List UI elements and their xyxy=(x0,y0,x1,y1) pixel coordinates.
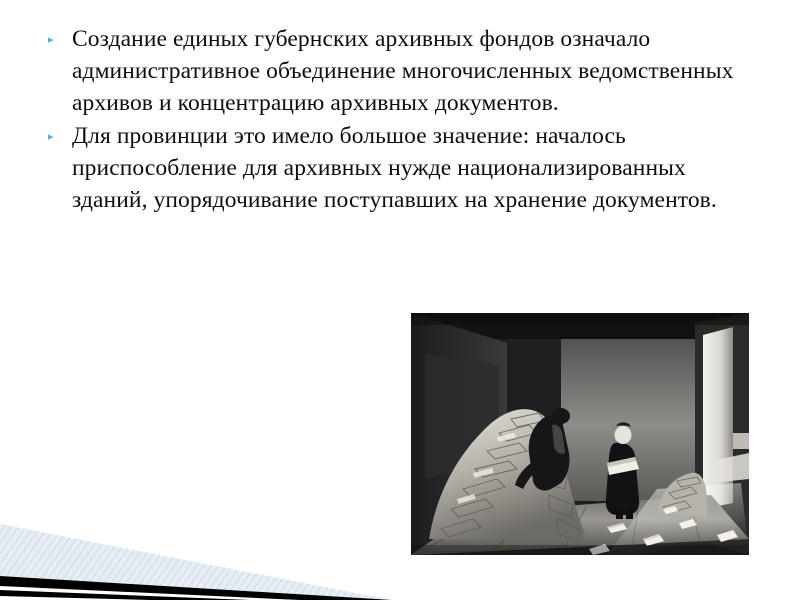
bullet-marker-icon: ▸ xyxy=(48,131,54,144)
bullet-item xyxy=(48,121,762,216)
bullet-text: Создание единых губернских архивных фондов означало административное объединение многочисленных ведомственных архивов и концентрацию архивных документов. xyxy=(72,26,734,116)
bullet-item xyxy=(48,24,762,119)
slide-body-text xyxy=(48,24,762,219)
archive-documents-photo xyxy=(411,313,749,555)
bullet-text: Для провинции это имело большое значение: началось приспособление для архивных нужде национализированных зданий, упорядочивание поступавших на хранение документов. xyxy=(72,123,717,214)
corner-ribbon-decoration xyxy=(0,490,420,600)
bullet-marker-icon: ▸ xyxy=(48,34,54,46)
photo-image xyxy=(411,313,749,555)
